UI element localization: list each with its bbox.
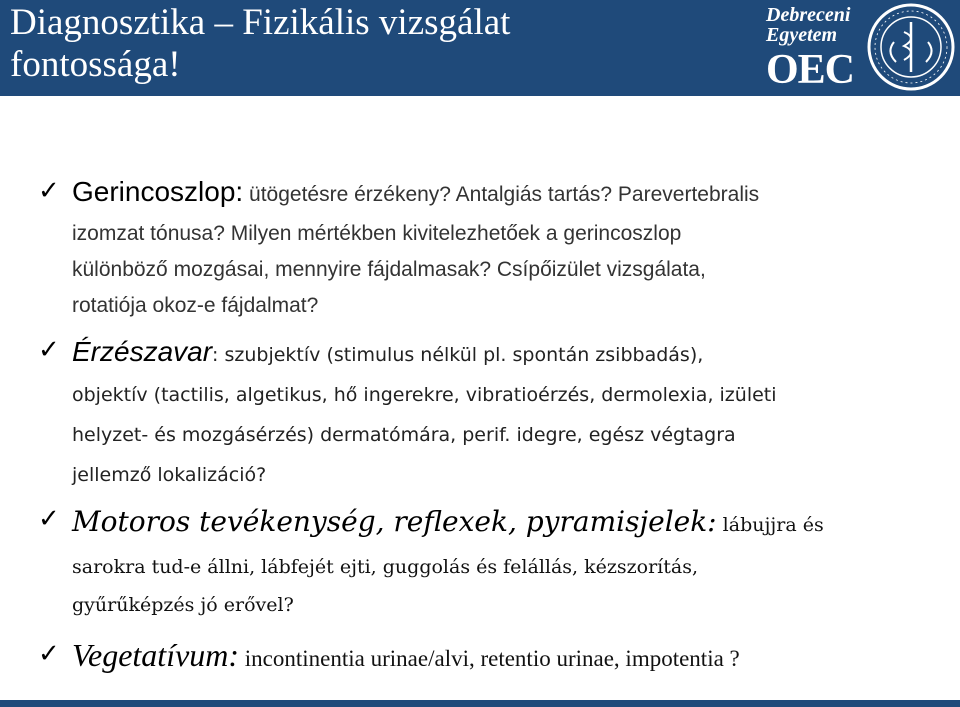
bullet-text: sarokra tud-e állni, lábfejét ejti, guggolás és felállás, kézszorítás, bbox=[72, 556, 699, 578]
bullet-line bbox=[72, 217, 948, 253]
slide-header bbox=[0, 0, 960, 96]
bullet-text: gyűrűképzés jó erővel? bbox=[72, 594, 294, 616]
bullet-vegetativum bbox=[38, 633, 948, 684]
bullet-line bbox=[72, 253, 948, 289]
bullet-motoros bbox=[38, 500, 948, 625]
bullet-list bbox=[38, 172, 948, 684]
bullet-line bbox=[72, 289, 948, 325]
check-icon: ✓ bbox=[38, 176, 60, 206]
bullet-line bbox=[72, 416, 948, 456]
university-seal-icon bbox=[866, 2, 956, 92]
bullet-line bbox=[72, 376, 948, 416]
bullet-line bbox=[72, 172, 948, 217]
bullet-text: objektív (tactilis, algetikus, hő ingerekre, vibratioérzés, dermolexia, izületi bbox=[72, 384, 777, 406]
bullet-text: incontinentia urinae/alvi, retentio urinae, impotentia ? bbox=[239, 646, 740, 671]
logo-text-oec: OEC bbox=[766, 47, 855, 93]
bullet-lead: Motoros tevékenység, reflexek, pyramisjelek: bbox=[72, 505, 717, 538]
bullet-line bbox=[72, 500, 948, 549]
bullet-lead: Gerincoszlop: bbox=[72, 176, 244, 207]
bullet-text: ütögetésre érzékeny? Antalgiás tartás? Parevertebralis bbox=[243, 183, 760, 206]
bullet-text: izomzat tónusa? Milyen mértékben kivitelezhetőek a gerincoszlop bbox=[72, 222, 682, 245]
university-logo bbox=[762, 2, 958, 94]
bullet-line bbox=[72, 333, 948, 376]
logo-text-debreceni: Debreceni bbox=[766, 4, 851, 26]
footer-bar bbox=[0, 700, 960, 707]
bullet-erzeszavar bbox=[38, 333, 948, 496]
bullet-lead: Vegetatívum: bbox=[72, 637, 240, 673]
bullet-text: különböző mozgásai, mennyire fájdalmasak? Csípőizület vizsgálata, bbox=[72, 258, 706, 281]
slide-title: Diagnosztika – Fizikális vizsgálat fontossága! bbox=[10, 2, 511, 85]
bullet-gerincoszlop bbox=[38, 172, 948, 325]
bullet-line bbox=[72, 456, 948, 496]
bullet-text: jellemző lokalizáció? bbox=[72, 464, 267, 486]
bullet-text: lábujjra és bbox=[716, 514, 824, 536]
check-icon: ✓ bbox=[38, 504, 60, 534]
bullet-text: : szubjektív (stimulus nélkül pl. spontán zsibbadás), bbox=[212, 344, 704, 366]
logo-text-egyetem: Egyetem bbox=[766, 24, 838, 46]
bullet-line bbox=[72, 549, 948, 587]
bullet-lead: Érzészavar bbox=[72, 336, 213, 367]
check-icon: ✓ bbox=[38, 335, 60, 365]
bullet-line bbox=[72, 633, 948, 684]
bullet-line bbox=[72, 587, 948, 625]
bullet-text: helyzet- és mozgásérzés) dermatómára, perif. idegre, egész végtagra bbox=[72, 424, 736, 446]
bullet-text: rotatiója okoz-e fájdalmat? bbox=[72, 294, 319, 317]
check-icon: ✓ bbox=[38, 639, 60, 669]
